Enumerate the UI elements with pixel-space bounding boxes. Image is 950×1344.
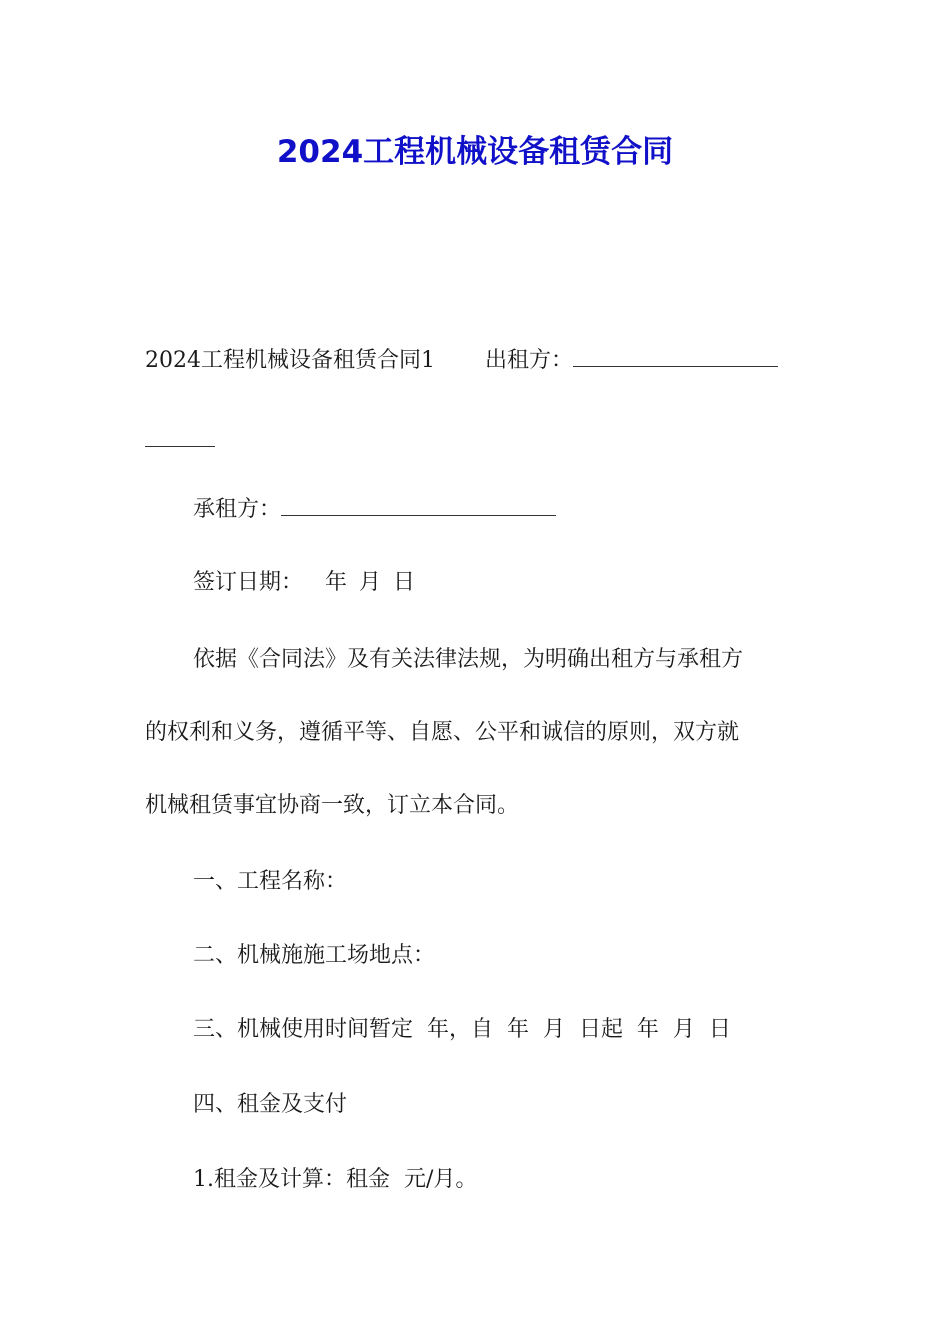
clause-project-name: 一、工程名称： <box>193 869 348 894</box>
lessor-label: 出租方： <box>485 348 574 373</box>
lessor-blank-line-2 <box>145 424 215 447</box>
lessor-blank-line <box>573 344 778 367</box>
sign-date-label: 签订日期： <box>193 570 304 595</box>
lessee-line <box>193 493 810 526</box>
clause-rent-calculation: 1.租金及计算：租金 元/月。 <box>193 1167 478 1192</box>
sign-date-month: 月 <box>359 570 382 595</box>
preamble-line-1: 依据《合同法》及有关法律法规，为明确出租方与承租方 <box>193 647 744 672</box>
preamble-line-2: 的权利和义务，遵循平等、自愿、公平和诚信的原则，双方就 <box>145 720 740 745</box>
sign-date-year: 年 <box>325 570 348 595</box>
contract-subtitle: 2024工程机械设备租赁合同1 <box>145 348 435 373</box>
sign-date-line <box>193 567 810 599</box>
clause-rent-payment: 四、租金及支付 <box>193 1092 348 1117</box>
contract-heading-line <box>145 344 810 377</box>
clause-usage-period: 三、机械使用时间暂定 年，自 年 月 日起 年 月 日 <box>193 1017 731 1042</box>
lessee-label: 承租方： <box>193 497 282 522</box>
document-title: 2024工程机械设备租赁合同 <box>276 134 674 170</box>
sign-date-day: 日 <box>393 570 416 595</box>
clause-site-location: 二、机械施施工场地点： <box>193 943 436 968</box>
preamble-line-3: 机械租赁事宜协商一致，订立本合同。 <box>145 793 520 818</box>
lessor-blank-continuation <box>145 424 810 457</box>
lessee-blank-line <box>281 493 556 516</box>
